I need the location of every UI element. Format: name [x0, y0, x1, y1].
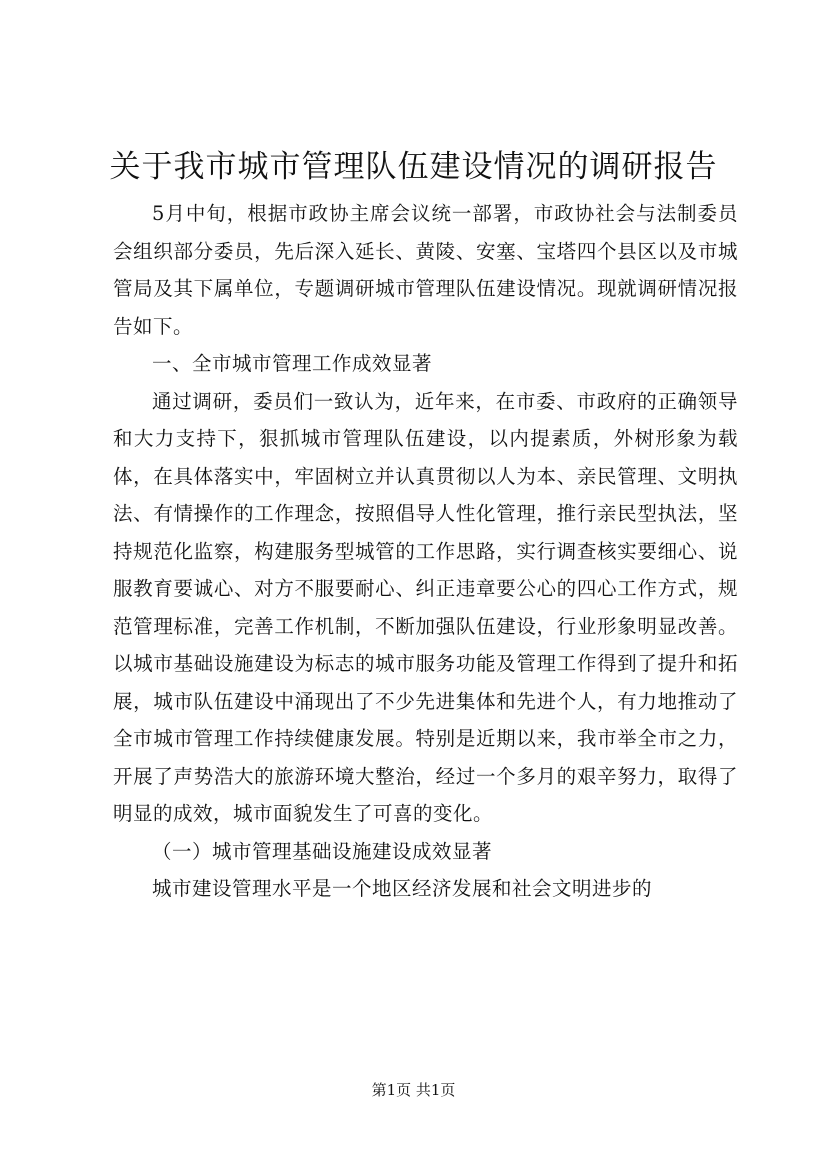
document-body [113, 195, 738, 908]
subsection-1-paragraph: 城市建设管理水平是一个地区经济发展和社会文明进步的 [152, 877, 653, 900]
document-title: 关于我市城市管理队伍建设情况的调研报告 [109, 149, 718, 185]
section-heading-1: 一、全市城市管理工作成效显著 [152, 352, 433, 375]
intro-paragraph: 5月中旬，根据市政协主席会议统一部署，市政协社会与法制委员会组织部分委员，先后深入延长、黄陵、安塞、宝塔四个县区以及市城管局及其下属单位，专题调研城市管理队伍建设情况。现就调研情况报告如下。 [113, 202, 738, 338]
subsection-heading-1: （一）城市管理基础设施建设成效显著 [152, 839, 493, 863]
section-1-paragraph: 通过调研，委员们一致认为，近年来，在市委、市政府的正确领导和大力支持下，狠抓城市管理队伍建设，以内提素质，外树形象为载体，在具体落实中，牢固树立并认真贯彻以人为本、亲民管理、文明执法、有情操作的工作理念，按照倡导人性化管理，推行亲民型执法，坚持规范化监察，构建服务型城管的工作思路，实行调查核实要细心、说服教育要诚心、对方不服要耐心、纠正违章要公心的四心工作方式，规范管理标准，完善工作机制，不断加强队伍建设，行业形象明显改善。以城市基础设施建设为标志的城市服务功能及管理工作得到了提升和拓展，城市队伍建设中涌现出了不少先进集体和先进个人，有力地推动了全市城市管理工作持续健康发展。特别是近期以来，我市举全市之力，开展了声势浩大的旅游环境大整治，经过一个多月的艰辛努力，取得了明显的成效，城市面貌发生了可喜的变化。 [113, 389, 738, 825]
page-footer: 第1页 共1页 [371, 1081, 456, 1099]
